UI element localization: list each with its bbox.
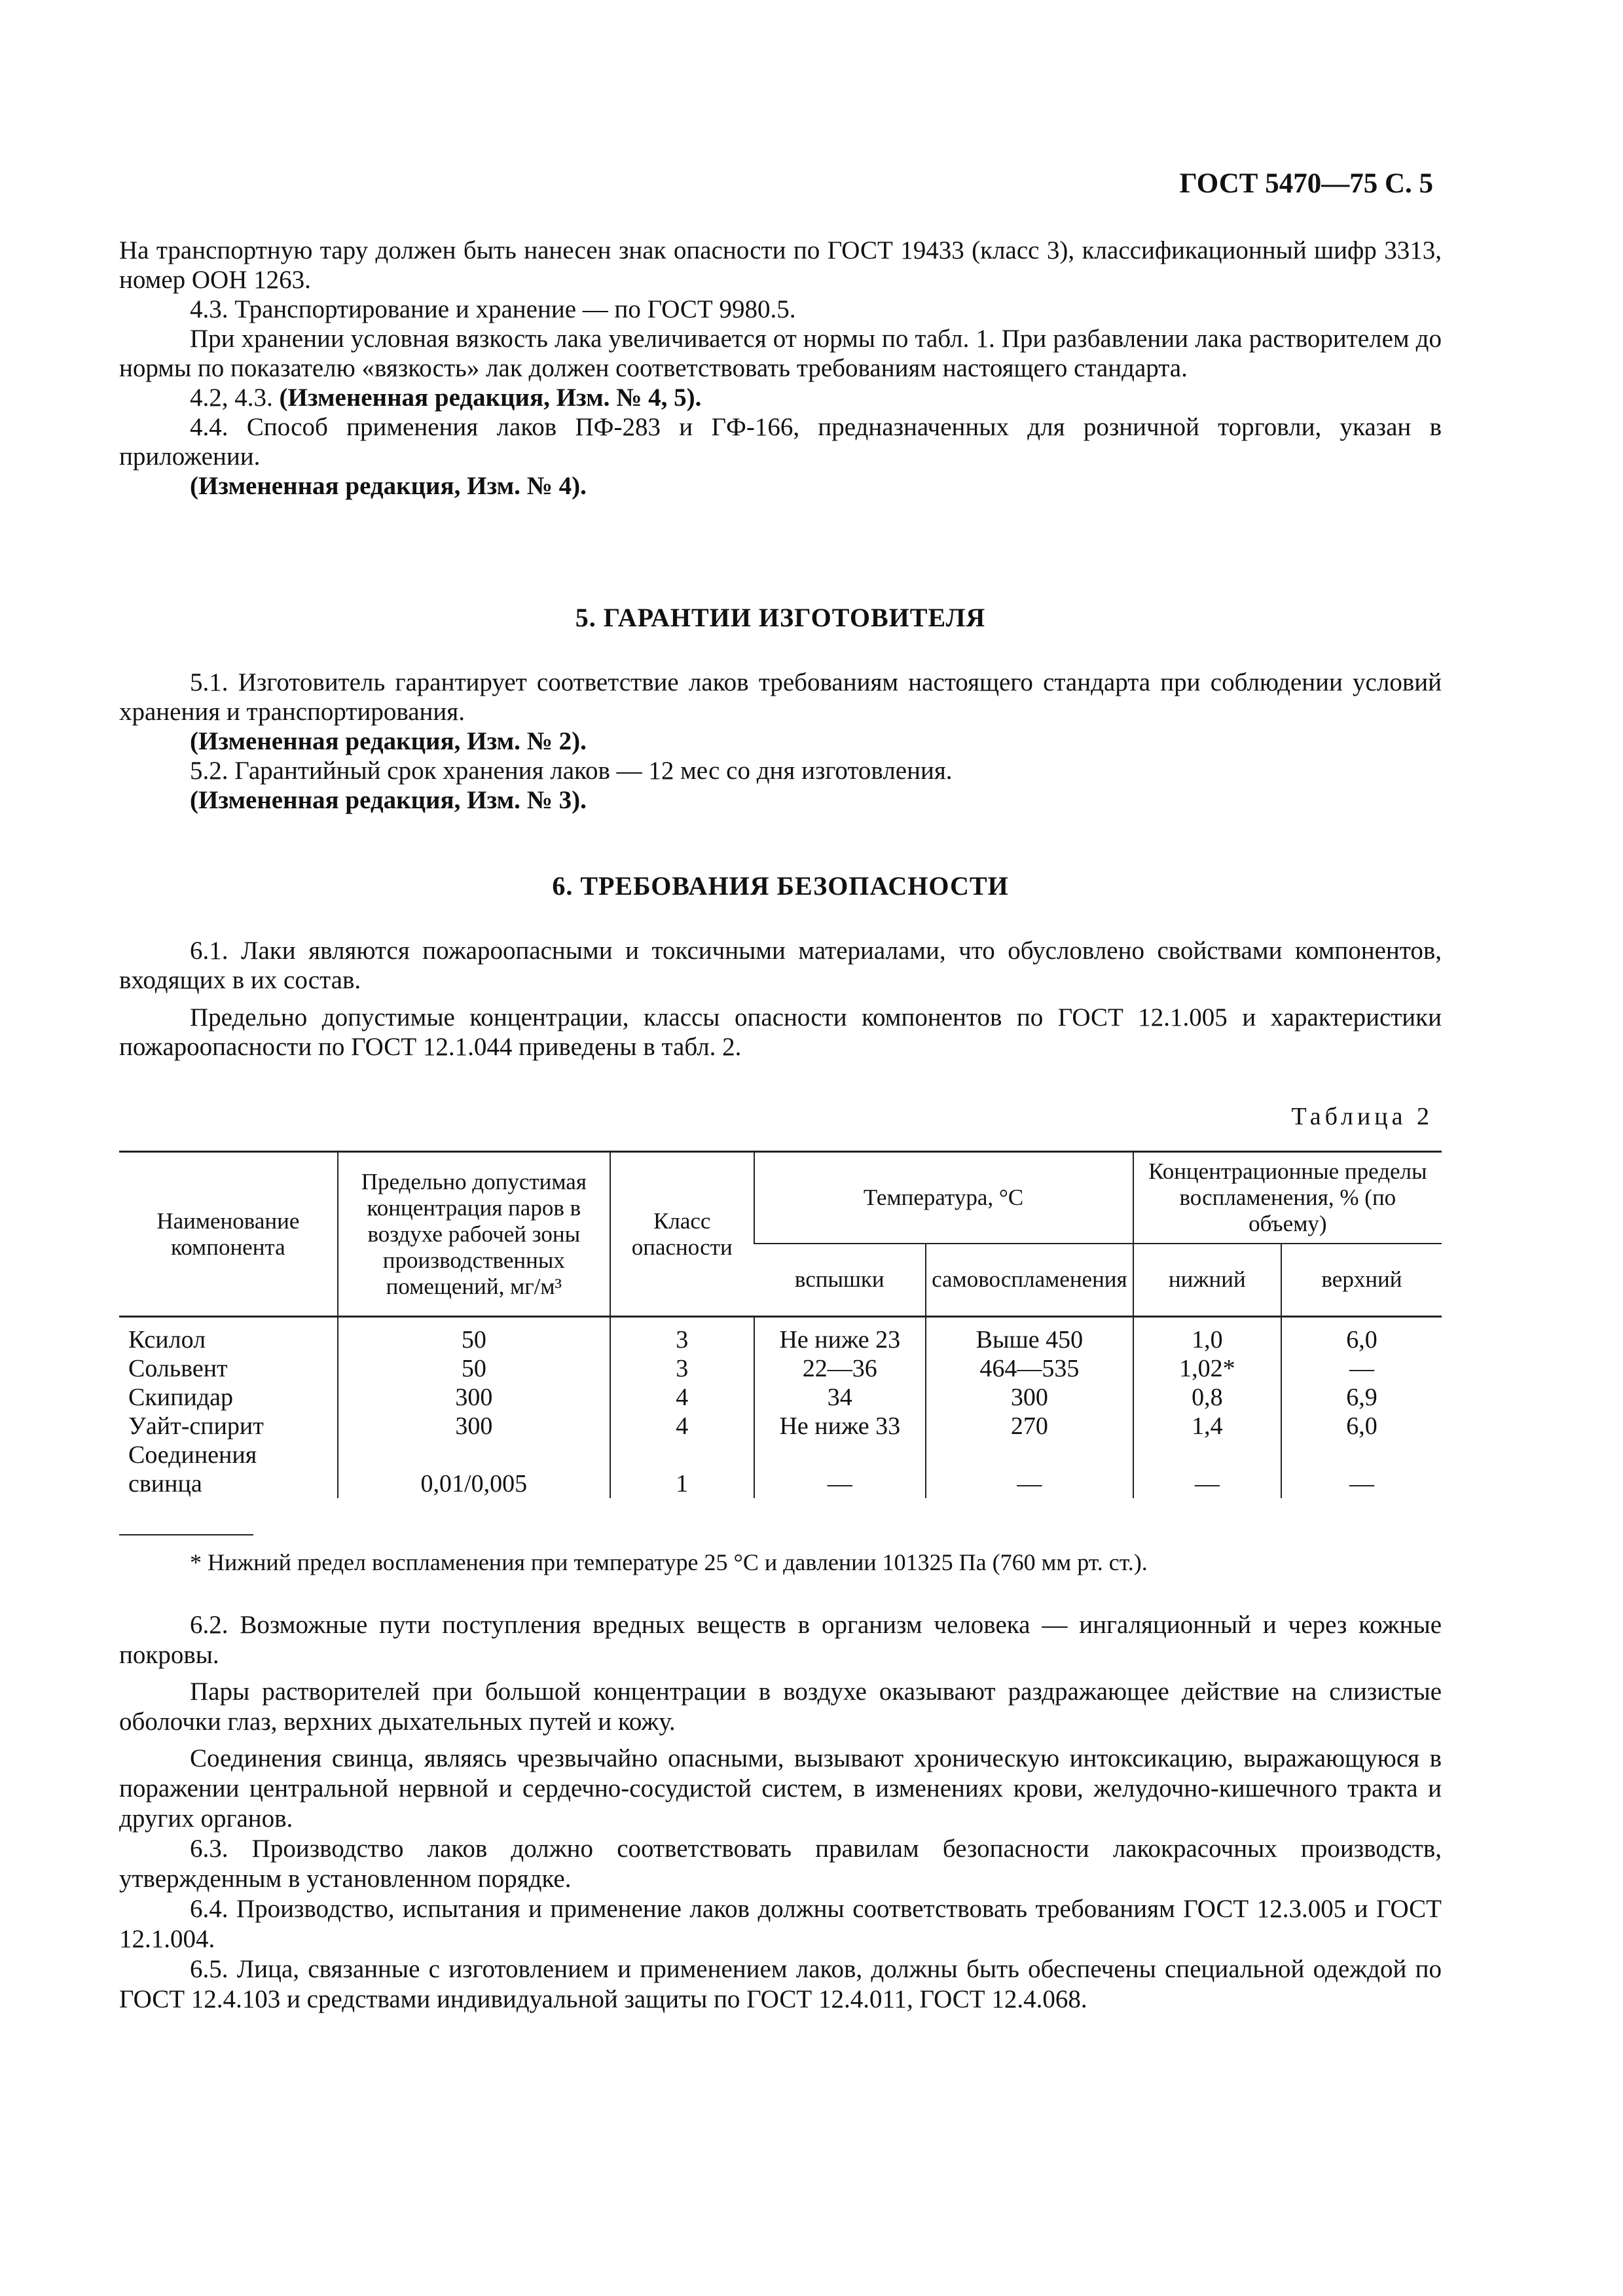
- cell-class: 3: [610, 1354, 754, 1383]
- cell-autoignition: 464—535: [926, 1354, 1133, 1383]
- amendment-note: (Измененная редакция, Изм. № 2).: [190, 727, 587, 755]
- header-class: Класс опасности: [610, 1152, 754, 1317]
- header-limits: Концентрационные пределы воспламенения, % (по объему): [1133, 1152, 1442, 1244]
- cell-autoignition: 270: [926, 1412, 1133, 1441]
- amendment-note: (Измененная редакция, Изм. № 4).: [190, 472, 587, 500]
- cell-flash: 34: [754, 1383, 926, 1412]
- footnote-divider: [119, 1534, 253, 1535]
- cell-mac: [338, 1441, 610, 1469]
- cell-autoignition: 300: [926, 1383, 1133, 1412]
- cell-class: 1: [610, 1469, 754, 1498]
- cell-component: Ксилол: [128, 1326, 206, 1354]
- cell-mac: 300: [338, 1412, 610, 1441]
- cell-lower: 1,0: [1133, 1317, 1281, 1355]
- section-title: 6. ТРЕБОВАНИЯ БЕЗОПАСНОСТИ: [552, 871, 1009, 901]
- cell-flash: Не ниже 23: [754, 1317, 926, 1355]
- cell-component: Скипидар: [128, 1384, 234, 1411]
- cell-lower: 1,4: [1133, 1412, 1281, 1441]
- clause-ref: 4.2, 4.3.: [190, 384, 273, 412]
- cell-flash: Не ниже 33: [754, 1412, 926, 1441]
- table-row: [119, 1469, 1442, 1498]
- cell-upper: —: [1281, 1469, 1442, 1498]
- cell-component: Соединения: [128, 1441, 257, 1469]
- cell-class: 4: [610, 1383, 754, 1412]
- cell-upper: 6,0: [1281, 1412, 1442, 1441]
- cell-upper: 6,0: [1281, 1317, 1442, 1355]
- header-mac: Предельно допустимая концентрация паров в воздухе рабочей зоны производственных помещений, мг/м³: [338, 1152, 610, 1317]
- header-upper: верхний: [1281, 1244, 1442, 1317]
- cell-class: 4: [610, 1412, 754, 1441]
- header-name: Наименование компонента: [119, 1152, 338, 1317]
- paragraph: Пары растворителей при большой концентрации в воздухе оказывают раздражающее действие на слизистые оболочки глаз, верхних дыхательных путей и кожу.: [119, 1677, 1442, 1736]
- paragraph: 5.1. Изготовитель гарантирует соответствие лаков требованиям настоящего стандарта при соблюдении условий хранения и транспортирования.: [119, 668, 1442, 726]
- paragraph: Предельно допустимые концентрации, классы опасности компонентов по ГОСТ 12.1.005 и характеристики пожароопасности по ГОСТ 12.1.044 приведены в табл. 2.: [119, 1003, 1442, 1061]
- table-row: [119, 1383, 1442, 1412]
- table-label: Таблица 2: [1291, 1103, 1433, 1130]
- cell-mac: 300: [338, 1383, 610, 1412]
- paragraph: 6.2. Возможные пути поступления вредных веществ в организм человека — ингаляционный и через кожные покровы.: [119, 1611, 1442, 1669]
- paragraph: 6.5. Лица, связанные с изготовлением и применением лаков, должны быть обеспечены специальной одеждой по ГОСТ 12.4.103 и средствами индивидуальной защиты по ГОСТ 12.4.011, ГОСТ 12.4.068.: [119, 1955, 1442, 2013]
- cell-flash: 22—36: [754, 1354, 926, 1383]
- header-autoignition: самовоспламенения: [926, 1244, 1133, 1317]
- paragraph: 5.2. Гарантийный срок хранения лаков — 12 мес со дня изготовления.: [190, 757, 953, 785]
- paragraph: [119, 383, 1442, 412]
- cell-mac: 50: [338, 1317, 610, 1355]
- table-row: [119, 1354, 1442, 1383]
- cell-autoignition: —: [926, 1469, 1133, 1498]
- paragraph: 6.4. Производство, испытания и применение лаков должны соответствовать требованиям ГОСТ 12.3.005 и ГОСТ 12.1.004.: [119, 1895, 1442, 1953]
- cell-upper: [1281, 1441, 1442, 1469]
- cell-class: 3: [610, 1317, 754, 1355]
- amendment-note: (Измененная редакция, Изм. № 4, 5).: [279, 384, 702, 412]
- cell-component: свинца: [128, 1470, 202, 1498]
- cell-upper: —: [1281, 1354, 1442, 1383]
- cell-component: Сольвент: [128, 1355, 228, 1382]
- cell-autoignition: Выше 450: [926, 1317, 1133, 1355]
- paragraph: 4.4. Способ применения лаков ПФ-283 и ГФ-166, предназначенных для розничной торговли, указан в приложении.: [119, 413, 1442, 471]
- header-lower: нижний: [1133, 1244, 1281, 1317]
- paragraph: 6.1. Лаки являются пожароопасными и токсичными материалами, что обусловлено свойствами компонентов, входящих в их состав.: [119, 937, 1442, 994]
- cell-flash: —: [754, 1469, 926, 1498]
- text-block-section6: [119, 936, 1442, 1062]
- table-row: [119, 1317, 1442, 1355]
- cell-component: Уайт-спирит: [128, 1412, 264, 1440]
- text-block-section6-continued: [119, 1610, 1442, 2015]
- table-row: [119, 1441, 1442, 1469]
- table-row: [119, 1412, 1442, 1441]
- cell-class: [610, 1441, 754, 1469]
- paragraph: 6.3. Производство лаков должно соответствовать правилам безопасности лакокрасочных производств, утвержденным в установленном порядке.: [119, 1835, 1442, 1893]
- paragraph: При хранении условная вязкость лака увеличивается от нормы по табл. 1. При разбавлении лака растворителем до нормы по показателю «вязкость» лак должен соответствовать требованиям настоящего стандарта.: [119, 325, 1442, 382]
- text-block-section5: [119, 668, 1442, 815]
- cell-mac: 50: [338, 1354, 610, 1383]
- paragraph: Соединения свинца, являясь чрезвычайно опасными, вызывают хроническую интоксикацию, выражающуюся в поражении центральной нервной и сердечно-сосудистой систем, в изменениях крови, желудочно-кишечного тракта и других органов.: [119, 1744, 1442, 1833]
- cell-flash: [754, 1441, 926, 1469]
- table-footnote: * Нижний предел воспламенения при температуре 25 °С и давлении 101325 Па (760 мм рт. ст.).: [190, 1549, 1148, 1575]
- cell-lower: [1133, 1441, 1281, 1469]
- amendment-note: (Измененная редакция, Изм. № 3).: [190, 786, 587, 814]
- section-title: 5. ГАРАНТИИ ИЗГОТОВИТЕЛЯ: [575, 603, 986, 632]
- paragraph: На транспортную тару должен быть нанесен знак опасности по ГОСТ 19433 (класс 3), классификационный шифр 3313, номер ООН 1263.: [119, 236, 1442, 294]
- text-block-storage: [119, 236, 1442, 501]
- cell-lower: 1,02*: [1133, 1354, 1281, 1383]
- cell-upper: 6,9: [1281, 1383, 1442, 1412]
- paragraph: 4.3. Транспортирование и хранение — по ГОСТ 9980.5.: [190, 295, 796, 323]
- cell-mac: 0,01/0,005: [338, 1469, 610, 1498]
- header-temperature: Температура, °С: [754, 1152, 1133, 1244]
- page-header: ГОСТ 5470—75 С. 5: [1179, 168, 1433, 199]
- cell-lower: —: [1133, 1469, 1281, 1498]
- header-flash: вспышки: [754, 1244, 926, 1317]
- cell-lower: 0,8: [1133, 1383, 1281, 1412]
- cell-autoignition: [926, 1441, 1133, 1469]
- table-2: [119, 1151, 1442, 1498]
